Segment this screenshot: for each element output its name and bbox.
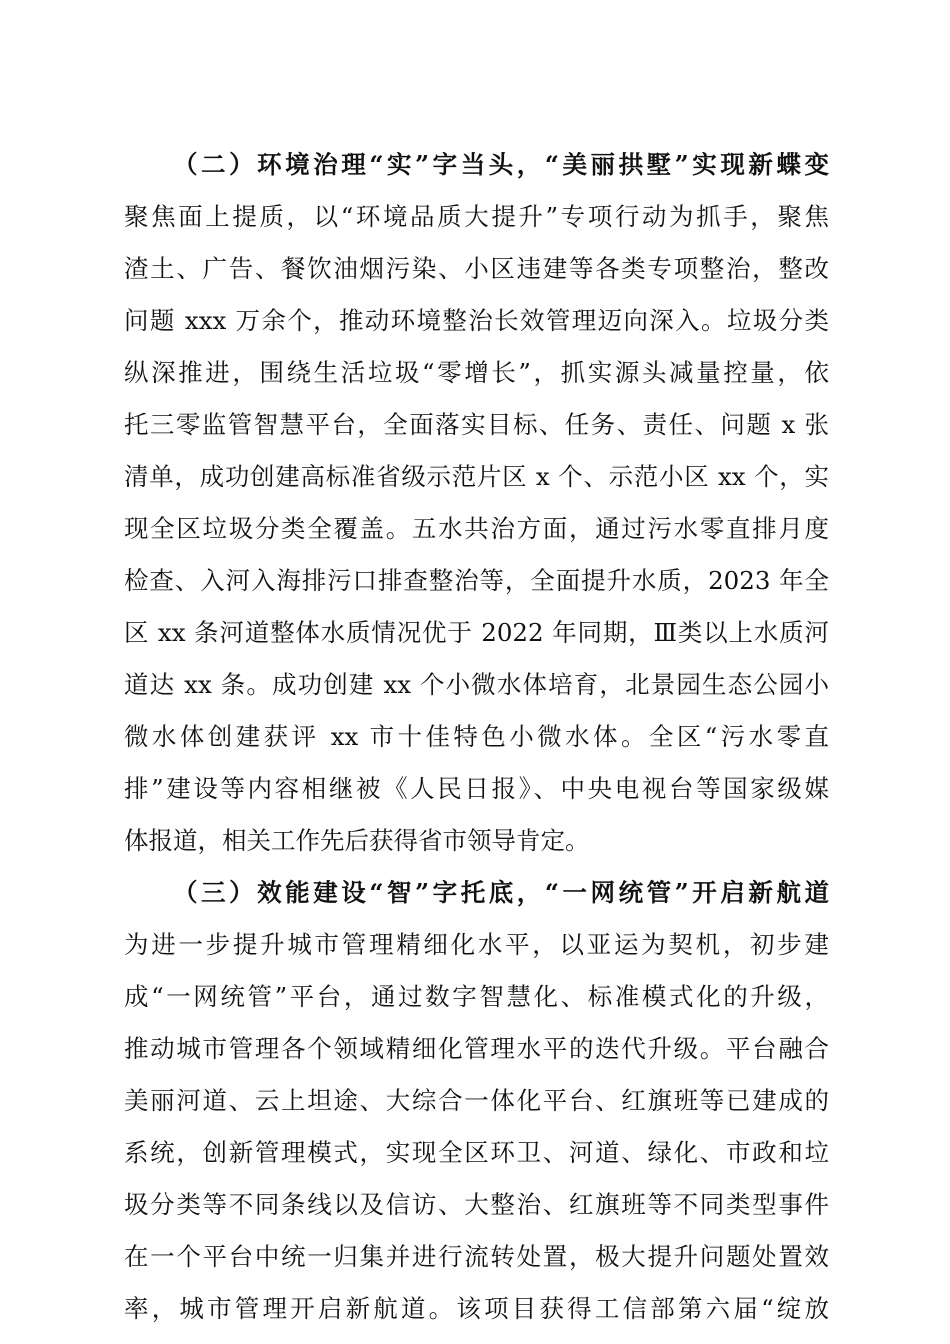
paragraph-line: 道达 xx 条。成功创建 xx 个小微水体培育，北景园生态公园小 [124,670,829,699]
paragraph-line: 美丽河道、云上坦途、大综合一体化平台、红旗班等已建成的 [124,1086,829,1115]
section-3-heading-text: （三）效能建设“智”字托底，“一网统管”开启新航道 [173,878,829,907]
paragraph-line: 现全区垃圾分类全覆盖。五水共治方面，通过污水零直排月度 [124,514,829,543]
document-body [124,139,829,1335]
paragraph-line: 聚焦面上提质，以“环境品质大提升”专项行动为抓手，聚焦 [124,202,829,231]
paragraph-line: 在一个平台中统一归集并进行流转处置，极大提升问题处置效 [124,1242,829,1271]
paragraph-line: 纵深推进，围绕生活垃圾“零增长”，抓实源头减量控量，依 [124,358,829,387]
paragraph-line: 清单，成功创建高标准省级示范片区 x 个、示范小区 xx 个，实 [124,462,829,491]
section-2-heading [124,139,829,191]
section-2-heading-text: （二）环境治理“实”字当头，“美丽拱墅”实现新蝶变 [173,150,829,179]
paragraph-line: 区 xx 条河道整体水质情况优于 2022 年同期，Ⅲ类以上水质河 [124,618,829,647]
paragraph-line: 微水体创建获评 xx 市十佳特色小微水体。全区“污水零直 [124,722,829,751]
paragraph-line: 体报道，相关工作先后获得省市领导肯定。 [124,826,590,855]
paragraph-line: 问题 xxx 万余个，推动环境整治长效管理迈向深入。垃圾分类 [124,306,829,335]
paragraph-line: 圾分类等不同条线以及信访、大整治、红旗班等不同类型事件 [124,1190,829,1219]
paragraph-line: 成“一网统管”平台，通过数字智慧化、标准模式化的升级， [124,982,829,1011]
paragraph-line: 检查、入河入海排污口排查整治等，全面提升水质，2023 年全 [124,566,829,595]
paragraph-line: 推动城市管理各个领域精细化管理水平的迭代升级。平台融合 [124,1034,829,1063]
paragraph-line: 渣土、广告、餐饮油烟污染、小区违建等各类专项整治，整改 [124,254,829,283]
paragraph-line: 系统，创新管理模式，实现全区环卫、河道、绿化、市政和垃 [124,1138,829,1167]
paragraph-line: 率，城市管理开启新航道。该项目获得工信部第六届“绽放 [124,1294,829,1323]
section-3-heading [124,867,829,919]
paragraph-line: 托三零监管智慧平台，全面落实目标、任务、责任、问题 x 张 [124,410,829,439]
paragraph-line: 为进一步提升城市管理精细化水平，以亚运为契机，初步建 [124,930,829,959]
paragraph-line: 排”建设等内容相继被《人民日报》、中央电视台等国家级媒 [124,774,829,803]
